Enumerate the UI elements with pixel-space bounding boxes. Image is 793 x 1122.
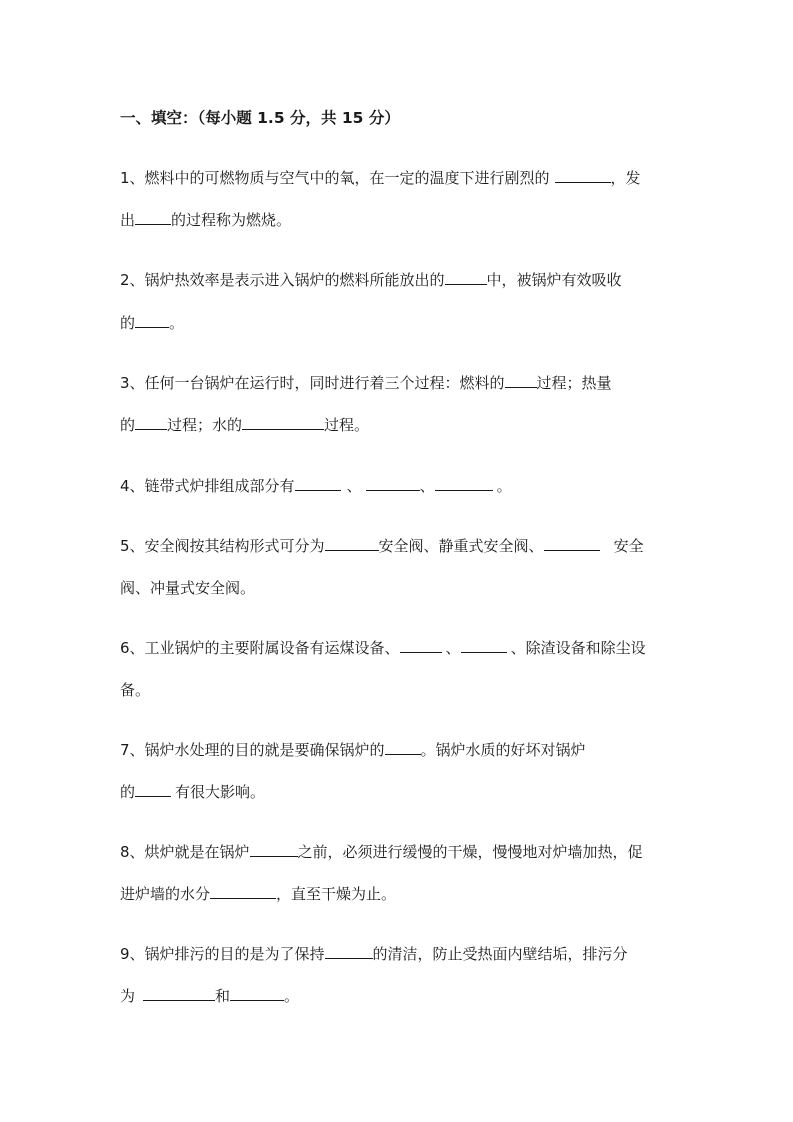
question-text: 、 bbox=[346, 477, 362, 495]
answer-blank[interactable] bbox=[505, 373, 537, 388]
question-text: 5、安全阀按其结构形式可分为 bbox=[120, 537, 325, 555]
answer-blank[interactable] bbox=[385, 740, 421, 755]
question-text: 8、烘炉就是在锅炉 bbox=[120, 843, 250, 861]
answer-blank[interactable] bbox=[230, 986, 284, 1001]
question-text: 过程；热量 bbox=[536, 374, 612, 392]
question-text: 安全 bbox=[613, 537, 644, 555]
question-text: 9、锅炉排污的目的是为了保持 bbox=[120, 945, 325, 963]
question-text: 、除渣设备和除尘设 bbox=[510, 639, 646, 657]
answer-blank[interactable] bbox=[325, 536, 379, 551]
answer-blank[interactable] bbox=[210, 884, 276, 899]
question-text: 。 bbox=[169, 314, 185, 332]
answer-blank[interactable] bbox=[242, 415, 324, 430]
question-text: 。 bbox=[496, 477, 512, 495]
question-3-line-1 bbox=[120, 373, 675, 393]
question-6-line-2 bbox=[120, 680, 675, 700]
question-6-line-1 bbox=[120, 638, 675, 658]
question-text: 备。 bbox=[120, 681, 151, 699]
answer-blank[interactable] bbox=[295, 476, 341, 491]
question-text: ，发 bbox=[610, 169, 641, 187]
question-text: 安全阀、静重式安全阀、 bbox=[378, 537, 544, 555]
question-7-line-1 bbox=[120, 740, 675, 760]
question-1-line-1 bbox=[120, 168, 675, 188]
question-text: 有很大影响。 bbox=[175, 783, 266, 801]
question-text: 过程。 bbox=[324, 416, 370, 434]
answer-blank[interactable] bbox=[135, 415, 167, 430]
answer-blank[interactable] bbox=[135, 782, 171, 797]
question-8-line-2 bbox=[120, 884, 675, 904]
question-text: 1、燃料中的可燃物质与空气中的氧，在一定的温度下进行剧烈的 bbox=[120, 169, 550, 187]
question-1-line-2 bbox=[120, 210, 675, 230]
question-text: 。 bbox=[284, 987, 300, 1005]
question-text: 、 bbox=[445, 639, 461, 657]
answer-blank[interactable] bbox=[461, 638, 507, 653]
answer-blank[interactable] bbox=[445, 270, 487, 285]
question-text: 中，被锅炉有效吸收 bbox=[486, 271, 622, 289]
question-5-line-2 bbox=[120, 578, 675, 598]
question-2-line-2 bbox=[120, 313, 675, 333]
answer-blank[interactable] bbox=[250, 842, 298, 857]
answer-blank[interactable] bbox=[135, 313, 169, 328]
question-3-line-2 bbox=[120, 415, 675, 435]
answer-blank[interactable] bbox=[400, 638, 442, 653]
answer-blank[interactable] bbox=[325, 944, 373, 959]
question-5-line-1 bbox=[120, 536, 675, 556]
question-text: 过程；水的 bbox=[167, 416, 243, 434]
section-title: 一、填空：（每小题 1.5 分，共 15 分） bbox=[120, 109, 400, 127]
question-text: 、 bbox=[419, 477, 435, 495]
answer-blank[interactable] bbox=[435, 476, 493, 491]
question-2-line-1 bbox=[120, 270, 675, 290]
question-text: ，直至干燥为止。 bbox=[276, 885, 397, 903]
question-4-line-1 bbox=[120, 476, 675, 496]
question-text: 的 bbox=[120, 783, 136, 801]
question-7-line-2 bbox=[120, 782, 675, 802]
question-9-line-2 bbox=[120, 986, 675, 1006]
question-text: 出 bbox=[120, 211, 136, 229]
answer-blank[interactable] bbox=[555, 168, 611, 183]
answer-blank[interactable] bbox=[135, 210, 171, 225]
question-text: 7、锅炉水处理的目的就是要确保锅炉的 bbox=[120, 741, 385, 759]
question-text: 阀、冲量式安全阀。 bbox=[120, 579, 256, 597]
question-text: 6、工业锅炉的主要附属设备有运煤设备、 bbox=[120, 639, 400, 657]
question-8-line-1 bbox=[120, 842, 675, 862]
answer-blank[interactable] bbox=[544, 536, 600, 551]
question-text: 为 bbox=[120, 987, 136, 1005]
answer-blank[interactable] bbox=[366, 476, 420, 491]
answer-blank[interactable] bbox=[143, 986, 215, 1001]
question-text: 3、任何一台锅炉在运行时，同时进行着三个过程：燃料的 bbox=[120, 374, 505, 392]
question-text: 。锅炉水质的好坏对锅炉 bbox=[420, 741, 586, 759]
question-text: 之前，必须进行缓慢的干燥，慢慢地对炉墙加热，促 bbox=[297, 843, 643, 861]
question-text: 的过程称为燃烧。 bbox=[171, 211, 292, 229]
question-text: 4、链带式炉排组成部分有 bbox=[120, 477, 295, 495]
question-text: 的 bbox=[120, 416, 136, 434]
question-9-line-1 bbox=[120, 944, 675, 964]
question-text: 2、锅炉热效率是表示进入锅炉的燃料所能放出的 bbox=[120, 271, 445, 289]
question-text: 的清洁，防止受热面内壁结垢，排污分 bbox=[372, 945, 628, 963]
question-text: 和 bbox=[215, 987, 231, 1005]
question-text: 进炉墙的水分 bbox=[120, 885, 211, 903]
question-text: 的 bbox=[120, 314, 136, 332]
